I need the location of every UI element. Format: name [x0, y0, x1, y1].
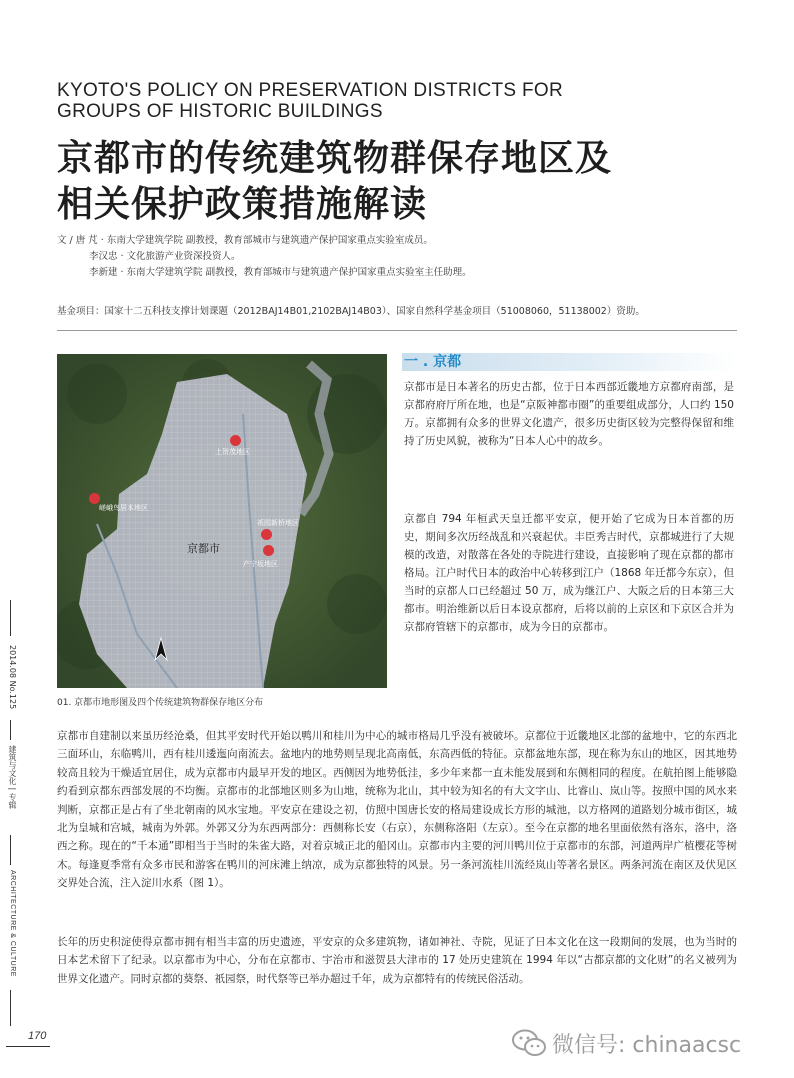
- wechat-watermark: [512, 1026, 792, 1060]
- kyoto-satellite-map: [57, 354, 387, 688]
- header-divider: [57, 330, 737, 331]
- paragraph-1: 京都市是日本著名的历史古都，位于日本西部近畿地方京都府南部，是京都府府厅所在地，也是“京阪神都市圈”的重要组成部分，人口约 150 万。京都拥有众多的世界文化遗产，很多历史街区较为完整得保留和维持了历史风貌，被称为“日本人心中的故乡。: [404, 381, 734, 447]
- author-list: [57, 233, 657, 281]
- sidebar-rule-top: [10, 600, 11, 636]
- district-marker-kamigamo: [230, 435, 241, 446]
- chinese-title-line-1: 京都市的传统建筑物群保存地区及: [57, 138, 613, 179]
- sidebar-rule-mid: [10, 720, 11, 740]
- paragraph-2: 京都自 794 年桓武天皇迁都平安京，便开始了它成为日本首都的历史，期间多次历经战乱和兴衰起伏。丰臣秀吉时代，京都城进行了大规模的改造，对散落在各处的寺院进行建设，直接影响了现在京都的都市格局。江户时代日本的政治中心转移到江户（1868 年迁都今东京），但当时的京都人口已经超过 50 万，成为继江户、大阪之后的日本第三大都市。明治维新以后日本设京都府，后将以前的上京区和下京区合并为京都府管辖下的京都市，成为今日的京都市。: [404, 513, 734, 633]
- section-heading-text: 一 . 京都: [404, 354, 462, 370]
- english-title: KYOTO'S POLICY ON PRESERVATION DISTRICTS FOR GROUPS OF HISTORIC BUILDINGS: [57, 80, 563, 122]
- district-marker-sannenzaka: [263, 545, 274, 556]
- sidebar-rule-bottom: [10, 990, 11, 1026]
- watermark-text: 微信号: chinaacsc: [552, 1032, 742, 1058]
- section-heading: [402, 353, 737, 371]
- district-marker-gion: [261, 529, 272, 540]
- sidebar-column: 建筑与文化 | 专辑: [8, 745, 17, 809]
- paragraph-4: 长年的历史积淀使得京都市拥有相当丰富的历史遗迹，平安京的众多建筑物，诸如神社、寺院，见证了日本文化在这一段期间的发展，也为当时的日本艺术留下了纪录。以京都市为中心，分布在京都市、宇治市和滋贺县大津市的 17 处历史建筑在 1994 年以“古都京都的文化财”的名义被列为世界文化遗产。同时京都的葵祭、祇园祭，时代祭等已举办超过千年，成为京都特有的传统民俗活动。: [57, 936, 737, 985]
- sidebar-rule-lower: [10, 835, 11, 865]
- chinese-title: [57, 136, 677, 228]
- wechat-icon: [512, 1029, 546, 1057]
- map-label-kyoto: 京都市: [187, 542, 220, 555]
- author-line-2: 李汉忠 · 文化旅游产业资深投资人。: [89, 251, 241, 262]
- paragraph-3: 京都市自建制以来虽历经沧桑，但其平安时代开始以鸭川和桂川为中心的城市格局几乎没有被破坏。京都位于近畿地区北部的盆地中，它的东西北三面环山，东临鸭川，西有桂川逶迤向南流去。盆地内的地势则呈现北高南低，东高西低的特征。京都盆地东部，现在称为东山的地区，因其地势较高且较为干燥适宜居住，成为京都市内最早开发的地区。西侧因为地势低洼，多少年来都一直未能发展到和东侧相同的程度。在航拍图上能够隐约看到京都东西部发展的不均衡。京都市的北部地区则多为山地，统称为北山，其中较为知名的有大文字山、比睿山、岚山等。按照中国的风水来判断，京都正是占有了坐北朝南的风水宝地。平安京在建设之初，仿照中国唐长安的格局建设成长方形的城池，以方格网的道路划分城市街区，城北为皇城和宫城，城南为外郭。外郭又分为东西两部分：西侧称长安（右京），东侧称洛阳（左京）。至今在京都的地名里面依然有洛东，洛中，洛西之称。现在的“千本通”即相当于当时的朱雀大路，对着京城正北的船冈山。京都市内主要的河川鸭川位于京都市的东部，河道两岸广植樱花等树木。每逢夏季常有众多市民和游客在鸭川的河床滩上纳凉，成为京都独特的风景。另一条河流桂川流经岚山等著名景区。两条河流在南区及伏见区交界处合流，注入淀川水系（图 1）。: [57, 730, 737, 890]
- page-number: 170: [28, 1030, 47, 1042]
- map-illustration: [57, 354, 387, 688]
- author-line-3: 李新建 · 东南大学建筑学院 副教授，教育部城市与建筑遗产保护国家重点实验室主任助理。: [89, 267, 472, 278]
- figure-caption: 01. 京都市地形图及四个传统建筑物群保存地区分布: [57, 698, 264, 708]
- page-number-rule: [6, 1046, 50, 1047]
- map-label-kamigamo: 上贺茂地区: [215, 448, 250, 456]
- sidebar-issue: 2014.08 No.125: [8, 645, 17, 710]
- sidebar-english: ARCHITECTURE & CULTURE: [9, 870, 16, 977]
- chinese-title-line-2: 相关保护政策措施解读: [57, 184, 428, 225]
- map-label-gion: 祇园新桥地区: [257, 519, 299, 527]
- funding-note: 基金项目：国家十二五科技支撑计划课题（2012BAJ14B01,2102BAJ14B03）、国家自然科学基金项目（51008060，51138002）资助。: [57, 306, 645, 317]
- map-label-sannenzaka: 产宁坂地区: [243, 560, 278, 568]
- map-label-sagano: 嵯峨鸟居本地区: [99, 504, 148, 512]
- author-line-1: 文 / 唐 芃 · 东南大学建筑学院 副教授，教育部城市与建筑遗产保护国家重点实验室成员。: [57, 235, 433, 246]
